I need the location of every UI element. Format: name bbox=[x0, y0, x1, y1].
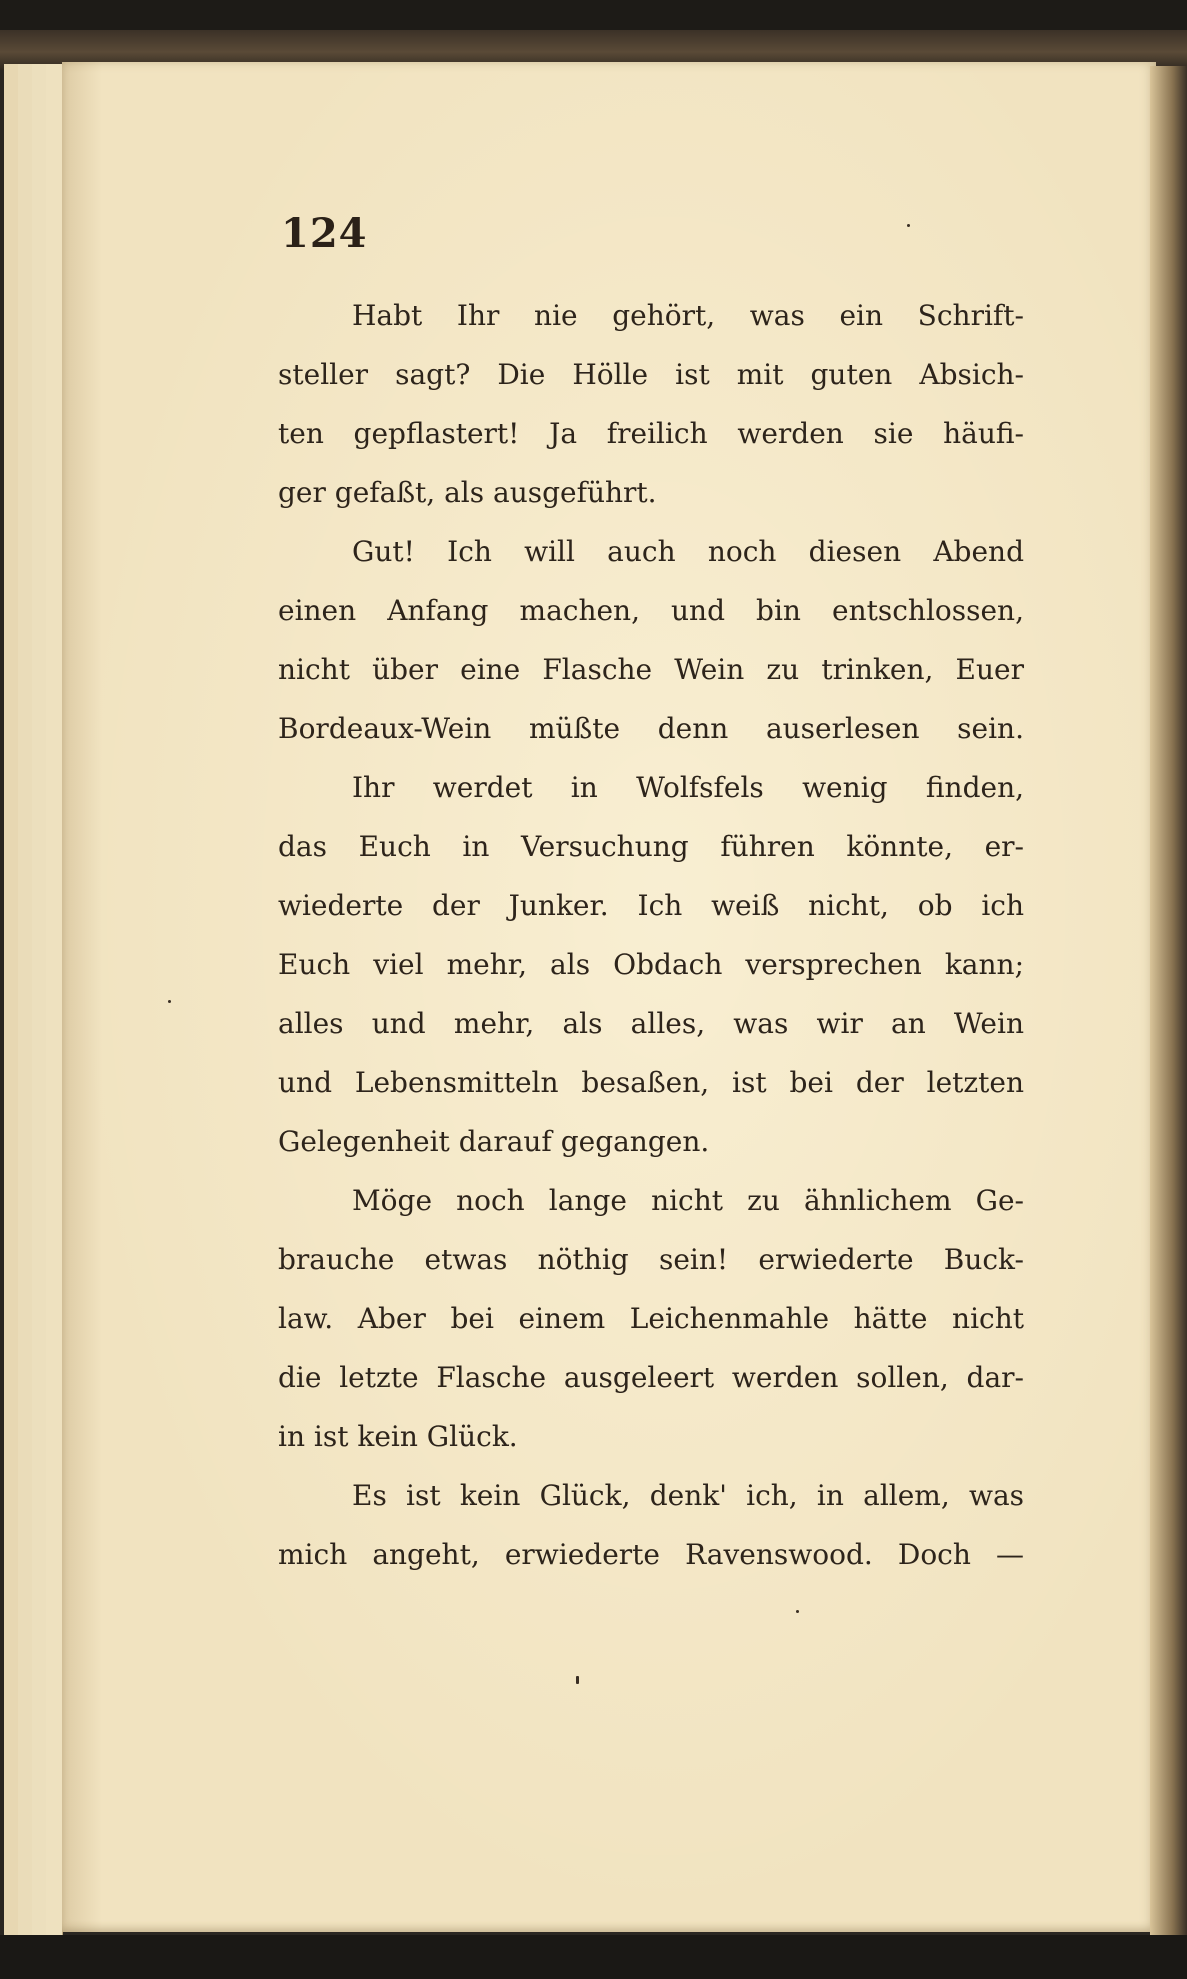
text-line: alles und mehr, als alles, was wir an Wein bbox=[278, 1007, 1024, 1040]
text-line: law. Aber bei einem Leichenmahle hätte nicht bbox=[278, 1302, 1024, 1335]
text-line: nicht über eine Flasche Wein zu trinken, Euer bbox=[278, 653, 1024, 686]
paper-speck bbox=[576, 1676, 579, 1684]
text-line: Gut! Ich will auch noch diesen Abend bbox=[352, 535, 1024, 568]
paper-speck bbox=[907, 224, 910, 227]
text-line: die letzte Flasche ausgeleert werden sollen, dar- bbox=[278, 1361, 1024, 1394]
text-line: Euch viel mehr, als Obdach versprechen kann; bbox=[278, 948, 1024, 981]
text-line: Möge noch lange nicht zu ähnlichem Ge- bbox=[352, 1184, 1024, 1217]
page-stack-edge bbox=[32, 64, 47, 1936]
text-line: Gelegenheit darauf gegangen. bbox=[278, 1125, 710, 1158]
text-line: wiederte der Junker. Ich weiß nicht, ob ich bbox=[278, 889, 1024, 922]
paper-speck bbox=[168, 1000, 171, 1003]
text-line: Es ist kein Glück, denk' ich, in allem, was bbox=[352, 1479, 1024, 1512]
page-stack-edge bbox=[4, 64, 19, 1936]
text-line: ten gepflastert! Ja freilich werden sie häufi- bbox=[278, 417, 1024, 450]
text-line: mich angeht, erwiederte Ravenswood. Doch — bbox=[278, 1538, 1024, 1571]
text-line: ger gefaßt, als ausgeführt. bbox=[278, 476, 657, 509]
text-line: brauche etwas nöthig sein! erwiederte Buck- bbox=[278, 1243, 1024, 1276]
text-line: steller sagt? Die Hölle ist mit guten Absich- bbox=[278, 358, 1024, 391]
scanner-bottom-margin bbox=[0, 1935, 1187, 1979]
page-number: 124 bbox=[281, 210, 368, 257]
text-line: und Lebensmitteln besaßen, ist bei der letzten bbox=[278, 1066, 1024, 1099]
scanner-top-margin bbox=[0, 0, 1187, 32]
page-stack-edge bbox=[46, 64, 63, 1936]
page-right-shadow bbox=[1150, 66, 1187, 1936]
page-stack-edge bbox=[18, 64, 33, 1936]
text-line: einen Anfang machen, und bin entschlossen, bbox=[278, 594, 1024, 627]
text-line: Habt Ihr nie gehört, was ein Schrift- bbox=[352, 299, 1024, 332]
text-line: Ihr werdet in Wolfsfels wenig finden, bbox=[352, 771, 1024, 804]
paper-speck bbox=[796, 1610, 799, 1613]
text-line: in ist kein Glück. bbox=[278, 1420, 518, 1453]
text-line: Bordeaux-Wein müßte denn auserlesen sein. bbox=[278, 712, 1024, 745]
body-text bbox=[278, 286, 1024, 1584]
text-line: das Euch in Versuchung führen könnte, er- bbox=[278, 830, 1024, 863]
